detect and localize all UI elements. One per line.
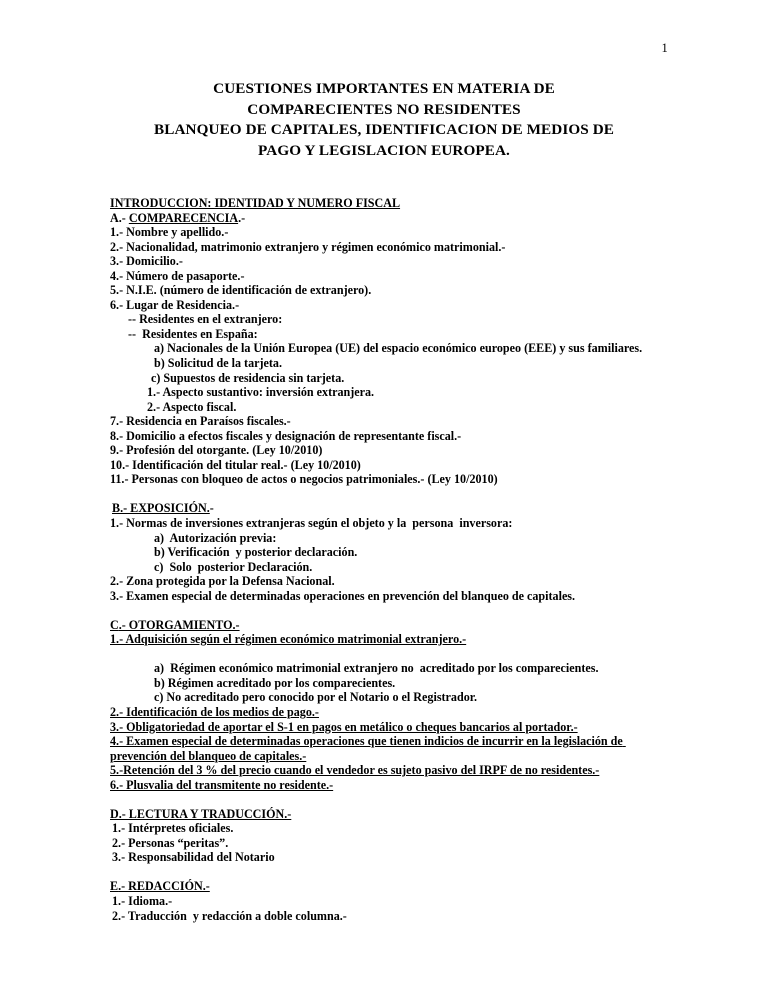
section-b-item-2: 2.- Zona protegida por la Defensa Nacional. (110, 574, 335, 589)
residence-sub-b: b) Solicitud de la tarjeta. (154, 356, 282, 371)
intro-item-7: 7.- Residencia en Paraísos fiscales.- (110, 414, 291, 429)
intro-item-10: 10.- Identificación del titular real.- (Ley 10/2010) (110, 457, 361, 472)
section-c-item-3: 3.- Obligatoriedad de aportar el S-1 en pagos en metálico o cheques bancarios al portador.- (110, 719, 578, 734)
section-e-item-1: 1.- Idioma.- (112, 894, 173, 909)
section-c-rest: .- OTORGAMIENTO.- (118, 617, 240, 632)
intro-item-1: 1.- Nombre y apellido.- (110, 225, 229, 240)
section-c-sub-b: b) Régimen acreditado por los comparecientes. (154, 675, 396, 690)
section-d-item-2: 2.- Personas “peritas”. (112, 835, 229, 850)
intro-item-8: 8.- Domicilio a efectos fiscales y designación de representante fiscal.- (110, 428, 462, 443)
residence-abroad: -- Residentes en el extranjero: (128, 312, 283, 327)
section-d-item-3: 3.- Responsabilidad del Notario (112, 850, 275, 865)
section-b-item-3: 3.- Examen especial de determinadas operaciones en prevención del blanqueo de capitales. (110, 588, 576, 603)
residence-spain: -- Residentes en España: (128, 326, 258, 341)
intro-item-9: 9.- Profesión del otorgante. (Ley 10/2010) (110, 443, 323, 458)
section-c-item-5: 5.-Retención del 3 % del precio cuando el vendedor es sujeto pasivo del IRPF de no residentes.- (110, 763, 600, 778)
page-number: 1 (661, 41, 668, 55)
title-line-1: CUESTIONES IMPORTANTES EN MATERIA DE (213, 80, 555, 97)
heading-section-a (110, 211, 662, 226)
spacer-before-section-c (110, 603, 662, 618)
section-b-suffix: - (209, 501, 214, 516)
section-a-underlined: COMPARECENCIA (128, 210, 239, 225)
section-c-item-2: 2.- Identificación de los medios de pago.- (110, 705, 319, 719)
heading-section-b (112, 501, 662, 516)
residence-sub-c: c) Supuestos de residencia sin tarjeta. (151, 370, 345, 385)
spacer-before-section-e (110, 865, 662, 880)
title-line-4: PAGO Y LEGISLACION EUROPEA. (258, 141, 510, 159)
spacer-before-section-b (110, 487, 662, 502)
section-e-rest: .- REDACCIÓN.- (118, 879, 210, 894)
heading-section-c (110, 618, 662, 633)
document-title (104, 79, 664, 161)
intro-item-11: 11.- Personas con bloqueo de actos o negocios patrimoniales.- (Ley 10/2010) (110, 472, 498, 487)
section-b-underlined: B.- EXPOSICIÓN. (112, 501, 210, 516)
heading-introduccion: INTRODUCCION: IDENTIDAD Y NUMERO FISCAL (110, 196, 401, 210)
intro-item-6: 6.- Lugar de Residencia.- (110, 297, 240, 312)
section-c-item-6: 6.- Plusvalia del transmitente no residente.- (110, 777, 334, 792)
section-c-letter: C (110, 617, 119, 632)
section-c-sub-a: a) Régimen económico matrimonial extranjero no acreditado por los comparecientes. (154, 661, 599, 676)
section-b-sub-c: c) Solo posterior Declaración. (154, 559, 313, 574)
section-e-letter: E (110, 879, 119, 894)
intro-item-3: 3.- Domicilio.- (110, 254, 183, 269)
section-b-sub-a: a) Autorización previa: (154, 530, 277, 545)
intro-item-4: 4.- Número de pasaporte.- (110, 268, 245, 283)
section-e-item-2: 2.- Traducción y redacción a doble columna.- (112, 908, 347, 923)
title-line-2: COMPARECIENTES NO RESIDENTES (247, 100, 521, 118)
heading-section-e (110, 879, 662, 894)
intro-item-5: 5.- N.I.E. (número de identificación de extranjero). (110, 283, 372, 298)
section-d-item-1: 1.- Intérpretes oficiales. (112, 821, 234, 836)
heading-section-d: D.- LECTURA Y TRADUCCIÓN.- (110, 806, 292, 821)
intro-item-2: 2.- Nacionalidad, matrimonio extranjero y régimen económico matrimonial.- (110, 239, 506, 254)
section-c-item-1: 1.- Adquisición según el régimen económico matrimonial extranjero.- (110, 632, 467, 647)
spacer-section-c-sub (110, 647, 662, 662)
section-a-suffix: .- (238, 210, 246, 225)
residence-sub-a: a) Nacionales de la Unión Europea (UE) del espacio económico europeo (EEE) y sus familiares. (154, 341, 643, 356)
section-c-sub-c: c) No acreditado pero conocido por el Notario o el Registrador. (154, 690, 478, 705)
section-a-prefix: A.- (110, 210, 129, 225)
residence-sub-c-2: 2.- Aspecto fiscal. (147, 399, 237, 414)
section-b-sub-b: b) Verificación y posterior declaración. (154, 545, 358, 560)
section-c-item-4: 4.- Examen especial de determinadas operaciones que tienen indicios de incurrir en la legislación de prevención del blanqueo de capitales.- (110, 734, 626, 763)
residence-sub-c-1: 1.- Aspecto sustantivo: inversión extranjera. (147, 385, 375, 400)
document-body (110, 196, 662, 923)
section-b-item-1: 1.- Normas de inversiones extranjeras según el objeto y la persona inversora: (110, 515, 513, 530)
spacer-before-section-d (110, 792, 662, 807)
title-line-3: BLANQUEO DE CAPITALES, IDENTIFICACION DE MEDIOS DE (154, 121, 614, 139)
